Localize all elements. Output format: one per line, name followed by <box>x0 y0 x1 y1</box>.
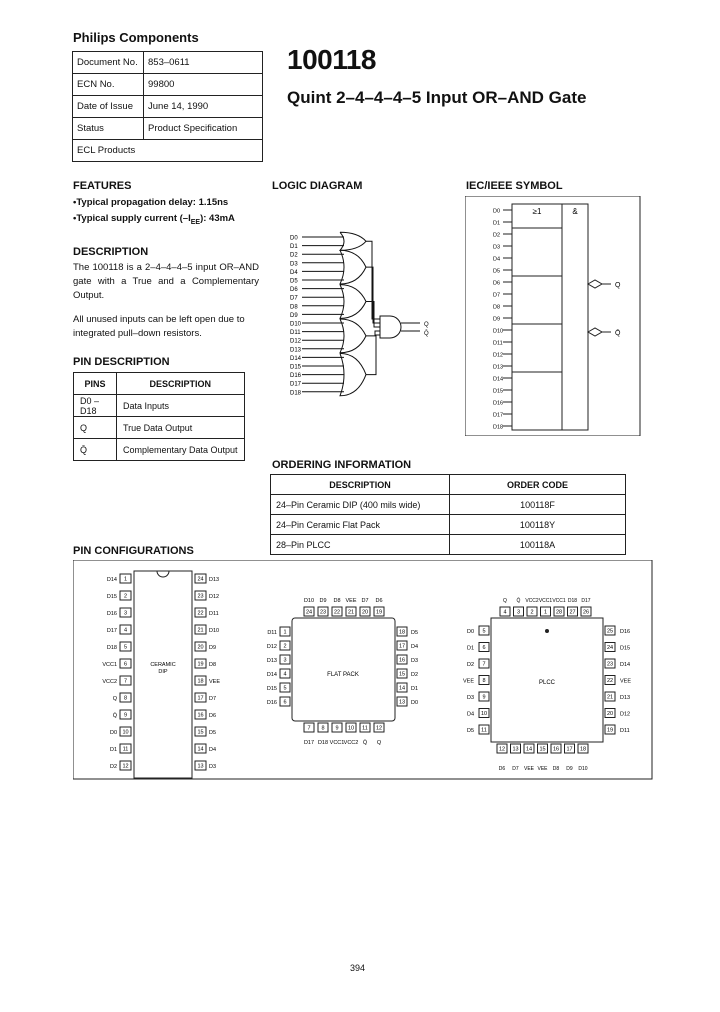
plcc-pin-number: 18 <box>579 746 587 753</box>
dip-pin-signal: D4 <box>209 747 217 753</box>
column-header: PINS <box>74 373 117 395</box>
dip-label: CERAMIC <box>150 662 176 668</box>
flat-pin-number: 17 <box>398 643 406 650</box>
flat-pin-number: 5 <box>283 685 287 692</box>
plcc-pin-signal: D4 <box>466 711 474 718</box>
info-row <box>73 140 263 162</box>
dip-pin-number: 22 <box>197 610 204 617</box>
plcc-pin-number: 23 <box>606 661 614 668</box>
or-gate <box>340 319 366 353</box>
dip-pin-number: 21 <box>197 627 204 634</box>
plcc-pin-signal: D2 <box>466 662 474 668</box>
flat-pin-number: 24 <box>305 609 313 616</box>
flat-pin-number: 14 <box>398 685 406 692</box>
dip-pin-signal: D2 <box>109 764 117 770</box>
info-row <box>73 74 263 96</box>
flat-pin-signal: D2 <box>411 672 419 678</box>
or-gate <box>340 232 366 250</box>
iec-input-label: D2 <box>493 232 501 239</box>
info-value: Product Specification <box>144 118 263 140</box>
feature-text: •Typical supply current (–I <box>73 213 191 224</box>
logic-input-label: D4 <box>290 269 298 276</box>
flat-pin-signal: D3 <box>411 658 419 664</box>
flat-pin-signal: D18 <box>317 740 329 746</box>
brand-name: Philips Components <box>73 30 199 45</box>
dip-pin-number: 24 <box>197 576 204 583</box>
flat-pin-signal: D8 <box>333 598 341 604</box>
plcc-pin-number: 24 <box>606 645 614 652</box>
plcc-pin-number: 7 <box>482 661 486 668</box>
plcc-pin-number: 26 <box>582 609 590 616</box>
plcc-pin-signal: Q̄ <box>516 598 521 604</box>
table-row <box>271 495 626 515</box>
pin-cell: Q <box>74 417 117 439</box>
info-value: June 14, 1990 <box>144 96 263 118</box>
flat-pin-signal: D13 <box>266 658 277 664</box>
features-heading: FEATURES <box>73 180 132 192</box>
iec-input-label: D1 <box>493 220 501 227</box>
flat-pin-signal: D1 <box>411 686 419 692</box>
plcc-pin-signal: VCC1 <box>552 598 566 604</box>
iec-input-label: D0 <box>493 208 501 215</box>
flat-pin-signal: D16 <box>266 700 277 706</box>
flat-pin-number: 4 <box>283 671 287 678</box>
info-label: Date of Issue <box>73 96 144 118</box>
plcc-pin-signal: D7 <box>512 766 519 772</box>
pin-cell: D0 – D18 <box>74 395 117 417</box>
flat-pin-signal: D9 <box>319 598 327 604</box>
flat-pin-signal: D7 <box>361 598 369 604</box>
flat-pin-number: 3 <box>283 657 287 664</box>
iec-symbol-heading: IEC/IEEE SYMBOL <box>466 180 563 192</box>
plcc-pin-number: 3 <box>516 609 521 616</box>
flat-pin-signal: D0 <box>411 700 419 706</box>
iec-input-label: D18 <box>493 424 504 431</box>
document-info-table <box>72 51 263 162</box>
table-row <box>74 439 245 461</box>
pin-description-heading: PIN DESCRIPTION <box>73 356 170 368</box>
logic-input-label: D18 <box>290 390 302 397</box>
info-label: ECL Products <box>73 140 263 162</box>
iec-input-label: D8 <box>493 304 501 311</box>
description-heading: DESCRIPTION <box>73 246 149 258</box>
desc-cell: Data Inputs <box>117 395 245 417</box>
logic-output-label: Q <box>424 322 429 328</box>
table-row <box>271 535 626 555</box>
dip-pin-number: 12 <box>122 763 129 770</box>
info-label: Status <box>73 118 144 140</box>
plcc-pin1-mark <box>545 629 549 633</box>
dip-pin-signal: D6 <box>209 713 217 719</box>
plcc-pin-signal: D11 <box>620 728 630 734</box>
dip-pin-signal: D1 <box>109 747 117 753</box>
table-row <box>74 395 245 417</box>
column-header: ORDER CODE <box>450 475 626 495</box>
dip-pin-number: 7 <box>123 678 128 685</box>
desc-cell: True Data Output <box>117 417 245 439</box>
dip-pin-number: 4 <box>123 627 128 634</box>
info-value: 853–0611 <box>144 52 263 74</box>
plcc-pin-number: 22 <box>606 678 614 685</box>
plcc-pin-signal: D10 <box>578 766 588 772</box>
plcc-pin-signal: D16 <box>620 629 631 635</box>
flat-pin-number: 9 <box>335 725 339 732</box>
logic-input-label: D1 <box>290 244 298 251</box>
iec-input-label: D11 <box>493 340 503 347</box>
plcc-pin-number: 8 <box>482 678 486 685</box>
plcc-pin-number: 19 <box>606 727 614 734</box>
dip-pin-number: 8 <box>123 695 128 702</box>
logic-input-label: D9 <box>290 312 298 319</box>
iec-input-label: D13 <box>493 364 504 371</box>
dip-pin-number: 10 <box>122 729 129 736</box>
desc-cell: Complementary Data Output <box>117 439 245 461</box>
plcc-pin-signal: D12 <box>620 711 631 718</box>
iec-input-label: D4 <box>493 256 501 263</box>
flat-pin-number: 22 <box>333 609 341 616</box>
plcc-pin-signal: VEE <box>523 766 535 772</box>
or-gate <box>340 250 366 284</box>
plcc-pin-number: 1 <box>543 609 548 616</box>
logic-input-label: D5 <box>290 278 298 285</box>
dip-pin-signal: D12 <box>209 594 220 600</box>
iec-input-label: D15 <box>493 388 504 395</box>
order-code: 100118F <box>450 495 626 515</box>
flat-pin-number: 13 <box>398 699 406 706</box>
page-title: Quint 2–4–4–4–5 Input OR–AND Gate <box>287 88 587 107</box>
iec-input-label: D6 <box>493 280 501 287</box>
flat-pin-number: 16 <box>398 657 406 664</box>
feature-item: •Typical propagation delay: 1.15ns <box>73 197 229 208</box>
flat-pin-number: 20 <box>361 609 369 616</box>
plcc-pin-signal: D5 <box>466 728 474 734</box>
plcc-pin-number: 21 <box>606 694 614 701</box>
flat-pin-signal: VCC1 <box>329 740 345 746</box>
iec-input-label: D14 <box>493 376 504 383</box>
plcc-pin-number: 17 <box>566 746 573 753</box>
plcc-pin-signal: D9 <box>566 766 573 772</box>
dip-pin-signal: VEE <box>209 679 221 685</box>
flat-pin-signal: D11 <box>267 630 277 636</box>
dip-pin-signal: VCC2 <box>102 679 117 685</box>
logic-input-label: D15 <box>290 364 302 371</box>
or-gate <box>340 285 366 319</box>
plcc-pin-signal: VCC1 <box>538 598 553 604</box>
pin-configurations <box>73 560 653 780</box>
part-number: 100118 <box>287 44 376 75</box>
dip-pin-number: 14 <box>197 746 204 753</box>
plcc-pin-number: 15 <box>539 746 546 753</box>
description-paragraph: All unused inputs can be left open due to integrated pull–down resistors. <box>73 314 245 339</box>
dip-pin-signal: D7 <box>209 696 217 702</box>
flat-pin-number: 2 <box>283 643 287 650</box>
plcc-pin-number: 10 <box>480 711 488 718</box>
dip-pin-signal: D18 <box>106 645 117 651</box>
ordering-heading: ORDERING INFORMATION <box>272 459 412 471</box>
flat-pin-number: 11 <box>362 725 368 732</box>
flat-pin-number: 18 <box>398 629 406 636</box>
dip-pin-number: 18 <box>197 678 204 685</box>
flat-pin-number: 15 <box>398 671 406 678</box>
pin-cell: Q̄ <box>74 439 117 461</box>
plcc-pin-signal: VCC2 <box>525 598 539 604</box>
logic-input-label: D8 <box>290 304 298 311</box>
info-value: 99800 <box>144 74 263 96</box>
plcc-pin-number: 2 <box>530 609 534 616</box>
iec-input-label: D16 <box>493 400 504 407</box>
ordering-table <box>270 474 626 555</box>
iec-output-symbol <box>588 328 602 336</box>
flat-pin-signal: D4 <box>411 644 419 650</box>
plcc-pin-signal: D3 <box>466 695 474 701</box>
flat-pin-number: 1 <box>283 629 287 636</box>
iec-and-block <box>562 204 588 430</box>
flat-pin-signal: D6 <box>375 598 383 604</box>
dip-pin-number: 13 <box>197 763 204 770</box>
plcc-pin-number: 28 <box>555 609 563 616</box>
flat-pin-number: 6 <box>283 699 287 706</box>
iec-frame <box>465 196 640 436</box>
plcc-pin-number: 4 <box>503 609 507 616</box>
flat-pin-signal: D15 <box>266 686 277 692</box>
iec-output-symbol <box>588 280 602 288</box>
order-desc: 24–Pin Ceramic DIP (400 mils wide) <box>271 495 450 515</box>
plcc-pin-number: 11 <box>481 727 487 734</box>
dip-pin-signal: D8 <box>209 662 217 668</box>
dip-pin-signal: D0 <box>109 730 117 736</box>
table-row <box>74 417 245 439</box>
or-gate <box>340 353 366 395</box>
iec-input-label: D17 <box>493 412 504 419</box>
dip-pin-signal: D5 <box>209 730 217 736</box>
info-label: ECN No. <box>73 74 144 96</box>
dip-pin-number: 11 <box>122 746 129 753</box>
pin-description-table <box>73 372 245 461</box>
plcc-pin-number: 5 <box>482 628 486 635</box>
dip-pin-number: 6 <box>123 661 128 668</box>
dip-pin-signal: VCC1 <box>102 662 117 668</box>
iec-input-label: D10 <box>493 328 504 335</box>
flat-pin-number: 19 <box>375 609 383 616</box>
page-number: 394 <box>350 963 366 973</box>
flat-pin-signal: VCC2 <box>343 740 359 746</box>
logic-input-label: D16 <box>290 373 302 380</box>
info-row <box>73 52 263 74</box>
info-label: Document No. <box>73 52 144 74</box>
plcc-pin-signal: Q <box>503 598 507 604</box>
feature-subscript: EE <box>190 218 201 226</box>
logic-input-label: D7 <box>290 295 298 302</box>
dip-pin-number: 5 <box>123 644 128 651</box>
dip-notch <box>157 571 169 577</box>
plcc-pin-signal: D13 <box>620 695 631 701</box>
iec-input-label: D5 <box>493 268 501 275</box>
flat-pin-signal: VEE <box>345 598 357 604</box>
dip-pin-signal: D13 <box>209 577 220 583</box>
logic-diagram-heading: LOGIC DIAGRAM <box>272 180 363 192</box>
iec-input-label: D7 <box>493 292 501 299</box>
dip-pin-signal: D17 <box>106 628 117 634</box>
dip-pin-number: 3 <box>123 610 128 617</box>
plcc-pin-signal: VEE <box>537 766 548 772</box>
plcc-pin-signal: D17 <box>581 598 591 604</box>
order-code: 100118A <box>450 535 626 555</box>
dip-pin-number: 19 <box>197 661 204 668</box>
pin-config-heading: PIN CONFIGURATIONS <box>73 545 194 557</box>
flat-pin-number: 8 <box>321 725 325 732</box>
dip-pin-signal: D15 <box>106 594 117 600</box>
iec-input-label: D12 <box>493 352 504 359</box>
dip-pin-signal: D10 <box>209 628 220 634</box>
flat-pin-number: 12 <box>375 725 383 732</box>
plcc-pin-number: 13 <box>512 746 519 753</box>
flat-pin-signal: D17 <box>303 740 315 746</box>
iec-symbol <box>465 196 645 436</box>
iec-output-label: Q̄ <box>615 330 621 337</box>
plcc-pin-signal: D0 <box>466 629 474 635</box>
plcc-label: PLCC <box>538 680 556 686</box>
dip-pin-number: 20 <box>197 644 204 651</box>
feature-text: ): 43mA <box>200 213 235 224</box>
flat-pin-signal: D5 <box>411 630 419 636</box>
flat-pin-signal: Q <box>376 740 382 746</box>
dip-pin-signal: D3 <box>209 764 217 770</box>
flat-pin-number: 23 <box>319 609 327 616</box>
plcc-pin-number: 6 <box>482 645 486 652</box>
order-code: 100118Y <box>450 515 626 535</box>
plcc-pin-number: 12 <box>498 746 506 753</box>
flatpack-package <box>292 618 395 721</box>
and-input-wire <box>366 267 380 323</box>
dip-pin-number: 23 <box>197 593 204 600</box>
dip-pin-signal: D14 <box>106 577 117 583</box>
iec-or-block <box>512 204 562 430</box>
logic-input-label: D10 <box>290 321 302 328</box>
logic-input-label: D6 <box>290 287 298 294</box>
and-input-wire <box>366 335 380 375</box>
plcc-pin-signal: D1 <box>466 645 474 652</box>
logic-input-label: D17 <box>290 381 302 388</box>
iec-input-label: D9 <box>493 316 501 323</box>
dip-pin-signal: Q̄ <box>112 713 117 719</box>
order-desc: 28–Pin PLCC <box>271 535 450 555</box>
logic-diagram <box>280 225 450 410</box>
flatpack-label: FLAT PACK <box>327 672 359 678</box>
iec-and-label: & <box>572 207 578 216</box>
plcc-pin-number: 20 <box>606 711 614 718</box>
plcc-pin-signal: D15 <box>620 645 631 652</box>
flat-pin-number: 10 <box>347 725 355 732</box>
table-row <box>271 515 626 535</box>
plcc-pin-number: 9 <box>482 694 486 701</box>
dip-pin-number: 9 <box>123 712 128 719</box>
dip-pin-signal: D9 <box>209 645 217 651</box>
logic-input-label: D14 <box>290 355 302 362</box>
flat-pin-signal: Q̄ <box>362 740 368 746</box>
column-header: DESCRIPTION <box>117 373 245 395</box>
plcc-pin-signal: D14 <box>620 662 631 668</box>
dip-pin-signal: Q <box>112 696 117 702</box>
and-gate <box>380 316 401 338</box>
description-paragraph: The 100118 is a 2–4–4–4–5 input OR–AND gate with a True and a Complementary Output. <box>73 262 259 301</box>
dip-pin-signal: D11 <box>209 611 219 617</box>
flat-pin-signal: D12 <box>266 644 277 650</box>
feature-item <box>73 212 235 230</box>
plcc-pin-signal: VEE <box>620 678 632 685</box>
dip-pin-signal: D16 <box>106 611 117 617</box>
flat-pin-number: 21 <box>347 609 355 616</box>
plcc-pin-signal: VEE <box>462 678 474 685</box>
logic-input-label: D0 <box>290 235 298 242</box>
plcc-pin-signal: D18 <box>567 598 578 604</box>
dip-pin-number: 16 <box>197 712 204 719</box>
info-row <box>73 118 263 140</box>
flat-pin-signal: D14 <box>266 672 277 678</box>
iec-output-label: Q <box>615 282 621 289</box>
column-header: DESCRIPTION <box>271 475 450 495</box>
dip-label: DIP <box>158 669 168 675</box>
plcc-pin-signal: D8 <box>552 766 560 772</box>
plcc-pin-number: 27 <box>569 609 576 616</box>
dip-pin-number: 17 <box>197 695 204 702</box>
logic-output-label: Q̄ <box>424 331 429 337</box>
plcc-pin-number: 25 <box>606 628 614 635</box>
dip-pin-number: 15 <box>197 729 204 736</box>
plcc-pin-signal: D6 <box>498 766 506 772</box>
dip-pin-number: 2 <box>123 593 128 600</box>
logic-input-label: D2 <box>290 252 298 259</box>
plcc-pin-number: 16 <box>552 746 560 753</box>
order-desc: 24–Pin Ceramic Flat Pack <box>271 515 450 535</box>
flat-pin-number: 7 <box>307 725 311 732</box>
iec-input-label: D3 <box>493 244 501 251</box>
logic-input-label: D11 <box>290 330 301 337</box>
logic-input-label: D12 <box>290 338 302 345</box>
flat-pin-signal: D10 <box>303 598 315 604</box>
logic-input-label: D13 <box>290 347 302 354</box>
logic-input-label: D3 <box>290 261 298 268</box>
dip-pin-number: 1 <box>123 576 128 583</box>
iec-or-label: ≥1 <box>532 207 542 216</box>
info-row <box>73 96 263 118</box>
plcc-pin-number: 14 <box>525 746 533 753</box>
